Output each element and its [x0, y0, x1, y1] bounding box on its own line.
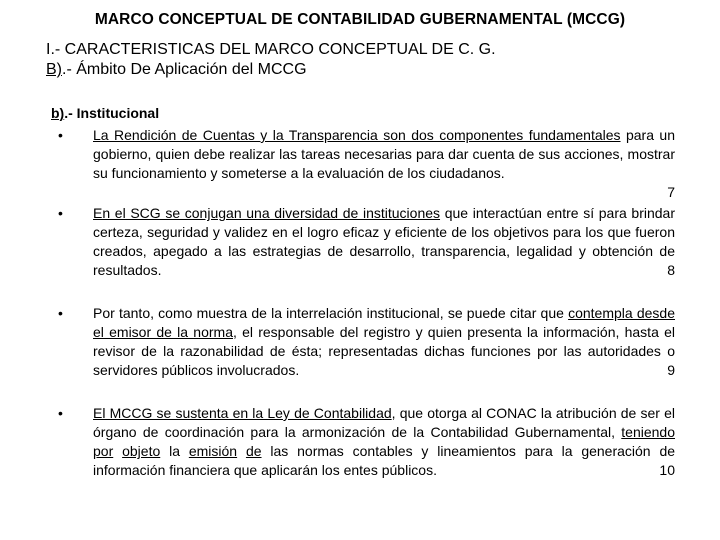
- bullet-underlined-word: de: [245, 443, 262, 459]
- section-heading: I.- CARACTERISTICAS DEL MARCO CONCEPTUAL DE C. G.: [46, 41, 496, 58]
- bullet-marker: •: [58, 405, 63, 421]
- bullet-underlined-text: El MCCG se sustenta en la Ley de Contabilidad: [93, 405, 392, 421]
- bullet-marker: •: [58, 205, 63, 221]
- institutional-title: .- Institucional: [64, 105, 160, 121]
- subsection-title: .- Ámbito De Aplicación del MCCG: [62, 61, 307, 78]
- page-number: 9: [667, 362, 675, 378]
- bullet-underlined-word: por: [93, 443, 114, 459]
- bullet-body-text: las normas contables y lineamientos para la generación de información financiera que aplicarán los entes públicos.: [93, 443, 676, 478]
- page-number: 7: [667, 184, 675, 200]
- bullet-underlined-text: En el SCG se conjugan una diversidad de instituciones: [93, 205, 441, 221]
- bullet-underlined-text: La Rendición de Cuentas y la Transparencia son dos componentes fundamentales: [93, 127, 621, 143]
- bullet-text: [93, 204, 675, 280]
- bullet-body-text: , que otorga al CONAC la atribución de ser el órgano de coordinación para la armonización de la Contabilidad Gubernamental,: [93, 405, 675, 440]
- space: [113, 443, 122, 459]
- page-number: 8: [667, 262, 675, 278]
- bullet-underlined-word: objeto: [122, 443, 161, 459]
- bullet-marker: •: [58, 127, 63, 143]
- bullet-body-text: , el responsable del registro y quien presenta la información, hasta el revisor de la razonabilidad de ésta; representadas dichas funciones por las autoridades o servidores públicos involucrados.: [93, 324, 675, 378]
- bullet-underlined-word: teniendo: [621, 424, 675, 440]
- subsection-heading: [46, 60, 307, 80]
- institutional-label: [51, 104, 159, 122]
- bullet-underlined-word: emisión: [188, 443, 238, 459]
- slide-title: MARCO CONCEPTUAL DE CONTABILIDAD GUBERNAMENTAL (MCCG): [94, 11, 626, 28]
- page-number: 10: [659, 462, 675, 478]
- bullet-underlined-text: contempla desde el emisor de la norma: [93, 305, 675, 340]
- space: [237, 443, 246, 459]
- bullet-text: [93, 126, 675, 202]
- subsection-letter: B): [46, 61, 62, 78]
- bullet-text: [93, 404, 675, 480]
- bullet-text: [93, 304, 675, 380]
- bullet-intro-text: Por tanto, como muestra de la interrelación institucional, se puede citar que: [93, 305, 569, 321]
- bullet-marker: •: [58, 305, 63, 321]
- bullet-body-text: para un gobierno, quien debe realizar las tareas necesarias para dar cuenta de sus acciones, mostrar su funcionamiento y someterse a la evaluación de los ciudadanos.: [93, 127, 675, 181]
- connector-text: la: [160, 443, 189, 459]
- bullet-body-text: que interactúan entre sí para brindar certeza, seguridad y validez en el logro eficaz y eficiente de los objetivos para los que fueron creados, apegado a las estrategias de desarrollo, transparencia, legalidad y obtención de resultados.: [93, 205, 676, 278]
- institutional-letter: b): [51, 105, 65, 121]
